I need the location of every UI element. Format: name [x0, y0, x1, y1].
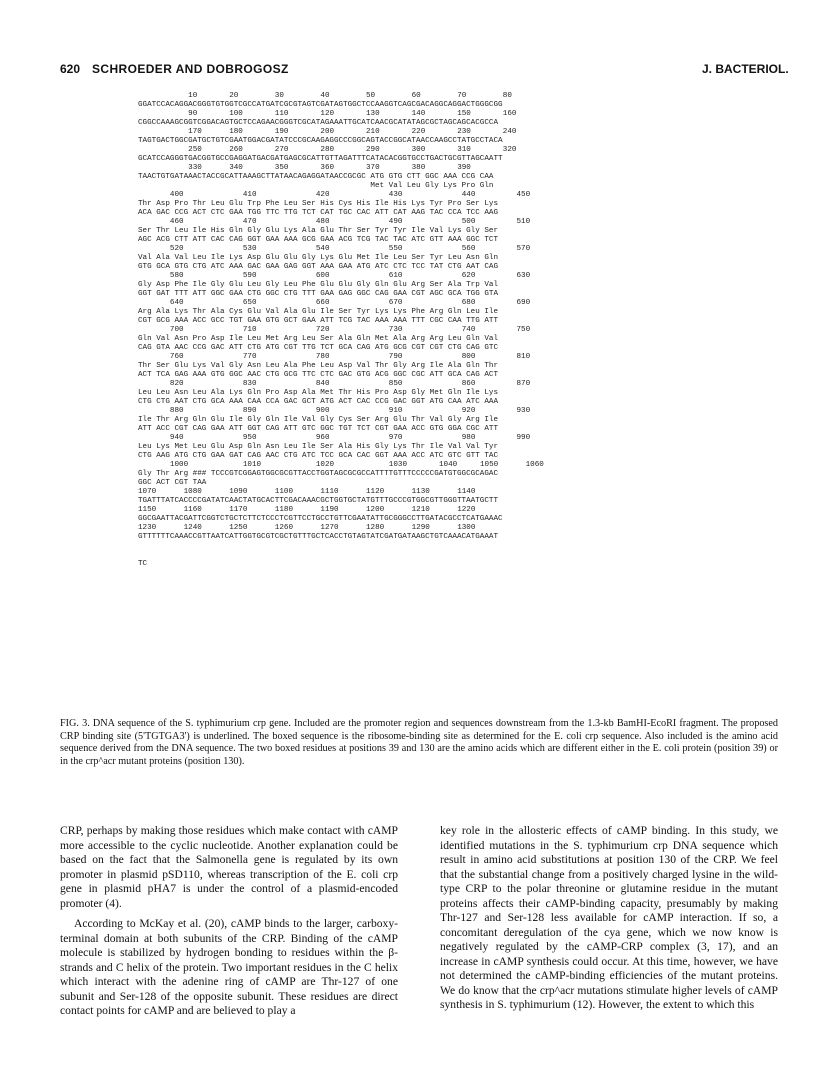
sequence-line: CGGCCAAAGCGGTCGGACAGTGCTCCAGAACGGGTCGCATAGAAATTGCATCAACGCATATAGCGCTAGCAGCACGCCA	[138, 119, 499, 127]
position-number: 400	[169, 191, 184, 199]
sequence-block	[138, 191, 788, 218]
sequence-block	[138, 524, 788, 542]
sequence-block	[138, 506, 788, 524]
position-number: 1090	[229, 488, 248, 496]
position-number: 230	[457, 128, 471, 136]
sequence-line: AGC ACG CTT ATT CAC CAG GGT GAA AAA GCG GAA ACG TCG TAC TAC ATC GTT AAA GGC TCT	[138, 236, 499, 244]
sequence-line: TAGTGACTGGCGATGCTGTCGAATGGACGATATCCCGCAAGAGGCCCGGCAGTACCGGCATAACCAAGCCTATGCCTACA	[138, 137, 503, 145]
position-number: 1020	[315, 461, 335, 469]
position-number: 280	[320, 146, 335, 154]
position-number: 900	[315, 407, 330, 415]
position-number-row	[138, 326, 788, 335]
sequence-line: Thr Asp Pro Thr Leu Glu Trp Phe Leu Ser His Cys His Ile His Lys Tyr Pro Ser Lys	[138, 200, 499, 208]
position-number: 970	[388, 434, 403, 442]
sequence-line: Val Ala Val Leu Ile Lys Asp Glu Glu Gly Lys Glu Met Ile Leu Ser Tyr Leu Asn Gln	[138, 254, 499, 262]
position-number: 630	[516, 272, 531, 280]
position-number: 820	[169, 380, 184, 388]
sequence-block	[138, 380, 788, 407]
position-number: 640	[169, 299, 184, 307]
position-number: 100	[229, 110, 243, 118]
position-number-row	[138, 164, 788, 173]
sequence-line: Arg Ala Lys Thr Ala Cys Glu Val Ala Glu Ile Ser Tyr Lys Lys Phe Arg Gln Leu Ile	[138, 308, 499, 316]
position-number: 500	[461, 218, 476, 226]
position-number: 780	[315, 353, 330, 361]
position-number: 1230	[138, 524, 157, 532]
position-number: 1260	[274, 524, 294, 532]
sequence-block	[138, 461, 788, 488]
body-paragraph: According to McKay et al. (20), cAMP binds to the larger, carboxy-terminal domain at both subunits of the CRP. Binding of the cAMP molecule is stabilized by hydrogen bonding to residues within the β-strands and C helix of the protein. Two important residues in the C helix which interact with the adenine ring of cAMP are Thr-127 of one subunit and Ser-128 of the opposite subunit. These residues are direct contact points for cAMP and are believed to play a	[60, 917, 398, 1017]
position-number: 910	[388, 407, 403, 415]
position-number: 290	[366, 146, 380, 154]
position-number: 660	[315, 299, 330, 307]
sequence-block	[138, 299, 788, 326]
sequence-block	[138, 353, 788, 380]
sequence-line: ACA GAC CCG ACT CTC GAA TGG TTC TTG TCT CAT TGC CAC ATT CAT AAG TAC CCA TCC AAG	[138, 209, 499, 217]
sequence-line: Ile Thr Arg Gln Glu Ile Gly Gln Ile Val Gly Cys Ser Arg Glu Thr Val Gly Arg Ile	[138, 416, 499, 424]
sequence-line: Ser Thr Leu Ile His Gln Gly Glu Lys Ala Glu Thr Ser Tyr Tyr Ile Val Lys Gly Ser	[138, 227, 499, 235]
position-number: 480	[315, 218, 330, 226]
position-number-row	[138, 110, 788, 119]
position-number: 1210	[411, 506, 430, 514]
position-number-row	[138, 272, 788, 281]
running-title: SCHROEDER AND DOBROGOSZ	[92, 62, 289, 76]
position-number: 210	[366, 128, 380, 136]
position-number: 350	[274, 164, 289, 172]
sequence-line: Gly Asp Phe Ile Gly Glu Leu Gly Leu Phe Glu Glu Gly Gln Glu Arg Ser Ala Trp Val	[138, 281, 499, 289]
position-number-row	[138, 299, 788, 308]
body-column-right	[440, 824, 778, 1013]
sequence-line: GGCGAATTACGATTCGGTCTGCTCTTCTCCCTCGTTCCTGCCTGTTCGAATATTGCGGGCCTTGATACGCCTCATGAAAC	[138, 515, 503, 523]
position-number: 1220	[457, 506, 476, 514]
position-number: 310	[457, 146, 471, 154]
sequence-line: GCATCCAGGGTGACGGTGCCGAGGATGACGATGAGCGCATTGTTAGATTTCATACACGGTGCCTGACTGCGTTAGCAATT	[138, 155, 503, 163]
position-number: 1030	[388, 461, 408, 469]
position-number: 1240	[183, 524, 202, 532]
position-number-row	[138, 380, 788, 389]
position-number-row	[138, 506, 788, 515]
sequence-line: CAG GTA AAC CCG GAC ATT CTG ATG CGT TTG TCT GCA CAG ATG GCG CGT CGT CTG CAG GTC	[138, 344, 499, 352]
position-number: 700	[169, 326, 184, 334]
position-number: 1160	[183, 506, 202, 514]
position-number: 840	[315, 380, 330, 388]
position-number: 160	[502, 110, 517, 118]
position-number: 40	[320, 92, 330, 100]
position-number: 810	[516, 353, 531, 361]
page-number: 620	[60, 62, 81, 76]
sequence-line: Leu Leu Asn Leu Ala Lys Gln Pro Asp Ala Met Thr His Pro Asp Gly Met Gln Ile Lys	[138, 389, 499, 397]
position-number-row	[138, 218, 788, 227]
position-number: 1170	[229, 506, 248, 514]
sequence-line: CGT GCG AAA ACC GCC TGT GAA GTG GCT GAA ATT TCG TAC AAA AAA TTT CGC CAA TTG ATT	[138, 317, 499, 325]
position-number: 70	[457, 92, 467, 100]
position-number: 520	[169, 245, 184, 253]
position-number: 420	[315, 191, 330, 199]
position-number: 680	[461, 299, 476, 307]
sequence-block	[138, 407, 788, 434]
sequence-line: TGATTTATCACCCCGATATCAACTATGCACTTCGACAAACGCTGGTGCTATGTTTGCCCGTGGCGTTGGGTTAATGCTT	[138, 497, 499, 505]
position-number-row	[138, 146, 788, 155]
position-number: 490	[388, 218, 403, 226]
position-number: 990	[516, 434, 531, 442]
sequence-block	[138, 92, 788, 110]
position-number: 200	[320, 128, 335, 136]
position-number: 140	[411, 110, 426, 118]
sequence-line: Leu Lys Met Leu Glu Asp Gln Asn Leu Ile Ser Ala His Gly Lys Thr Ile Val Val Tyr	[138, 443, 499, 451]
position-number-row	[138, 551, 788, 560]
sequence-block	[138, 128, 788, 146]
position-number: 870	[516, 380, 531, 388]
position-number: 730	[388, 326, 403, 334]
position-number: 150	[457, 110, 471, 118]
position-number: 1190	[320, 506, 339, 514]
sequence-block	[138, 218, 788, 245]
position-number-row	[138, 407, 788, 416]
position-number: 270	[274, 146, 289, 154]
position-number: 550	[388, 245, 403, 253]
position-number: 1180	[274, 506, 294, 514]
position-number: 330	[188, 164, 202, 172]
position-number: 1150	[138, 506, 157, 514]
position-number: 380	[411, 164, 426, 172]
position-number: 460	[169, 218, 184, 226]
position-number: 980	[461, 434, 476, 442]
caption-text: DNA sequence of the S. typhimurium crp gene. Included are the promoter region and sequences downstream from the 1.3-kb BamHI-EcoRI fragment. The proposed CRP binding site (5'TGTGA3') is underlined. The boxed sequence is the ribosome-binding site as determined for the E. coli crp sequence. Also included is the amino acid sequence derived from the DNA sequence. The two boxed residues at positions 39 and 130 are the amino acids which are different either in the E. coli protein (position 39) or in the crp^acr mutant proteins (position 130).	[60, 718, 778, 767]
position-number: 30	[274, 92, 284, 100]
journal-name: J. BACTERIOL.	[702, 62, 789, 76]
position-number: 650	[242, 299, 257, 307]
position-number: 220	[411, 128, 426, 136]
position-number: 120	[320, 110, 335, 118]
position-number-row	[138, 191, 788, 200]
position-number: 430	[388, 191, 403, 199]
sequence-block	[138, 245, 788, 272]
position-number: 60	[411, 92, 421, 100]
sequence-line: TC	[138, 560, 148, 568]
body-paragraph: key role in the allosteric effects of cAMP binding. In this study, we identified mutations in the S. typhimurium crp DNA sequence which result in amino acid substitutions at position 130 of the CRP. We feel that the substantial change from a positively charged lysine in the wild-type CRP to the polar threonine or glutamine residue in the mutant proteins affects their cAMP-binding capacity, presumably by making Thr-127 and Ser-128 less available for cAMP interaction. If so, a concomitant deregulation of the cya gene, which we now know is negatively regulated by the cAMP-CRP complex (3, 17), and an increase in cAMP synthesis could occur. At this time, however, we have not determined the cAMP-binding efficiencies of the mutant proteins. We do know that the crp^acr mutations stimulate higher levels of cAMP synthesis in S. typhimurium (12). However, the extent to which this	[440, 824, 778, 1011]
position-number: 530	[242, 245, 257, 253]
position-number: 1280	[366, 524, 385, 532]
position-number: 410	[242, 191, 257, 199]
position-number: 570	[516, 245, 531, 253]
position-number: 1000	[169, 461, 189, 469]
body-paragraph: CRP, perhaps by making those residues which make contact with cAMP more accessible to the cyclic nucleotide. Another explanation could be based on the fact that the Salmonella gene is regulated by its own promoter in plasmid pSD110, whereas transcription of the E. coli crp gene in plasmid pHA7 is under the control of a plasmid-encoded promoter (4).	[60, 824, 398, 910]
sequence-block	[138, 272, 788, 299]
sequence-block	[138, 146, 788, 164]
position-number: 1120	[366, 488, 385, 496]
sequence-line: ACT TCA GAG AAA GTG GGC AAC CTG GCG TTC CTC GAC GTG ACG GGC CGC ATT GCA CAG ACT	[138, 371, 499, 379]
position-number: 1140	[457, 488, 476, 496]
position-number: 560	[461, 245, 476, 253]
position-number: 1110	[320, 488, 339, 496]
position-number: 90	[188, 110, 198, 118]
sequence-line: GGT GAT TTT ATT GGC GAA CTG GGC CTG TTT GAA GAG GGC CAG GAA CGT AGC GCA TGG GTA	[138, 290, 499, 298]
position-number: 920	[461, 407, 476, 415]
sequence-line: Gln Val Asn Pro Asp Ile Leu Met Arg Leu Ser Ala Gln Met Ala Arg Arg Leu Gln Val	[138, 335, 499, 343]
position-number: 1290	[411, 524, 430, 532]
position-number: 830	[242, 380, 257, 388]
position-number: 960	[315, 434, 330, 442]
position-number: 260	[229, 146, 243, 154]
sequence-block	[138, 434, 788, 461]
position-number: 440	[461, 191, 476, 199]
position-number: 1270	[320, 524, 339, 532]
sequence-block	[138, 488, 788, 506]
position-number: 790	[388, 353, 403, 361]
position-number: 510	[516, 218, 531, 226]
sequence-line: TAACTGTGATAAACTACCGCATTAAAGCTTATAACAGAGGATAACCGCGC ATG GTG CTT GGC AAA CCG CAA	[138, 173, 494, 181]
sequence-line: GGATCCACAGGACGGGTGTGGTCGCCATGATCGCGTAGTCGATAGTGGCTCCAAGGTCAGCGACAGGCAGGACTGGGCGG	[138, 101, 503, 109]
sequence-line: GGC ACT CGT TAA	[138, 479, 207, 487]
position-number-row	[138, 245, 788, 254]
position-number: 20	[229, 92, 239, 100]
sequence-block	[138, 110, 788, 128]
position-number: 470	[242, 218, 257, 226]
position-number-row	[138, 128, 788, 137]
position-number: 850	[388, 380, 403, 388]
position-number: 740	[461, 326, 476, 334]
position-number-row	[138, 353, 788, 362]
position-number: 110	[274, 110, 289, 118]
sequence-line: GTG GCA GTG CTG ATC AAA GAC GAA GAG GGT AAA GAA ATG ATC CTC TCC TAT CTG AAT CAG	[138, 263, 499, 271]
position-number: 300	[411, 146, 426, 154]
position-number: 370	[366, 164, 380, 172]
position-number: 240	[502, 128, 517, 136]
position-number-row	[138, 524, 788, 533]
position-number: 720	[315, 326, 330, 334]
sequence-line: CTG AAG ATG CTG GAA GAT CAG AAC CTG ATC TCC GCA CAC GGT AAA ACC ATC GTC GTT TAC	[138, 452, 499, 460]
position-number: 360	[320, 164, 335, 172]
sequence-line: ATT ACC CGT CAG GAA ATT GGT CAG ATT GTC GGC TGT TCT CGT GAA ACC GTG GGA CGC ATT	[138, 425, 499, 433]
position-number: 860	[461, 380, 476, 388]
sequence-line: Gly Thr Arg ### TCCCGTCGGAGTGGCGCGTTACCTGGTAGCGCGCCATTTTGTTTCCCCCGATGTGGCGCAGAC	[138, 470, 499, 478]
position-number: 170	[188, 128, 202, 136]
position-number: 1130	[411, 488, 430, 496]
position-number-row	[138, 92, 788, 101]
position-number: 600	[315, 272, 330, 280]
position-number: 1050	[480, 461, 499, 469]
position-number: 50	[366, 92, 376, 100]
position-number: 1060	[525, 461, 544, 469]
position-number: 950	[242, 434, 257, 442]
position-number: 760	[169, 353, 184, 361]
position-number-row	[138, 488, 788, 497]
sequence-block	[138, 164, 788, 191]
dna-sequence-figure	[138, 92, 788, 569]
figure-caption	[60, 718, 778, 768]
sequence-line: Thr Ser Glu Lys Val Gly Asn Leu Ala Phe Leu Asp Val Thr Gly Arg Ile Ala Gln Thr	[138, 362, 499, 370]
position-number: 340	[229, 164, 243, 172]
position-number: 80	[502, 92, 512, 100]
sequence-block	[138, 326, 788, 353]
position-number: 800	[461, 353, 476, 361]
position-number: 450	[516, 191, 531, 199]
position-number: 1010	[242, 461, 262, 469]
position-number: 770	[242, 353, 257, 361]
position-number: 190	[274, 128, 289, 136]
position-number: 10	[188, 92, 198, 100]
position-number: 890	[242, 407, 257, 415]
position-number-row	[138, 434, 788, 443]
position-number-row	[138, 461, 788, 470]
position-number: 580	[169, 272, 184, 280]
position-number: 1040	[438, 461, 458, 469]
position-number: 1080	[183, 488, 202, 496]
position-number: 390	[457, 164, 471, 172]
position-number: 930	[516, 407, 531, 415]
position-number: 540	[315, 245, 330, 253]
position-number: 1300	[457, 524, 476, 532]
position-number: 610	[388, 272, 403, 280]
position-number: 750	[516, 326, 531, 334]
sequence-line: GTTTTTTCAAACCGTTAATCATTGGTGCGTCGCTGTTTGCTCACCTGTAGTATCGATGATAAGCTGTCAAACATGAAAT	[138, 533, 499, 541]
position-number: 250	[188, 146, 202, 154]
position-number: 710	[242, 326, 257, 334]
position-number: 940	[169, 434, 184, 442]
position-number: 180	[229, 128, 243, 136]
position-number: 1070	[138, 488, 157, 496]
sequence-block	[138, 542, 788, 569]
figure-label: FIG. 3.	[60, 718, 90, 729]
position-number: 130	[366, 110, 380, 118]
position-number: 670	[388, 299, 403, 307]
position-number: 1100	[274, 488, 294, 496]
position-number: 620	[461, 272, 476, 280]
body-column-left	[60, 824, 398, 1019]
position-number: 1250	[229, 524, 248, 532]
position-number: 590	[242, 272, 257, 280]
position-number: 690	[516, 299, 531, 307]
sequence-line: Met Val Leu Gly Lys Pro Gln	[138, 182, 494, 190]
position-number: 1200	[366, 506, 385, 514]
position-number: 320	[502, 146, 517, 154]
sequence-line: CTG CTG AAT CTG GCA AAA CAA CCA GAC GCT ATG ACT CAC CCG GAC GGT ATG CAA ATC AAA	[138, 398, 499, 406]
position-number: 880	[169, 407, 184, 415]
